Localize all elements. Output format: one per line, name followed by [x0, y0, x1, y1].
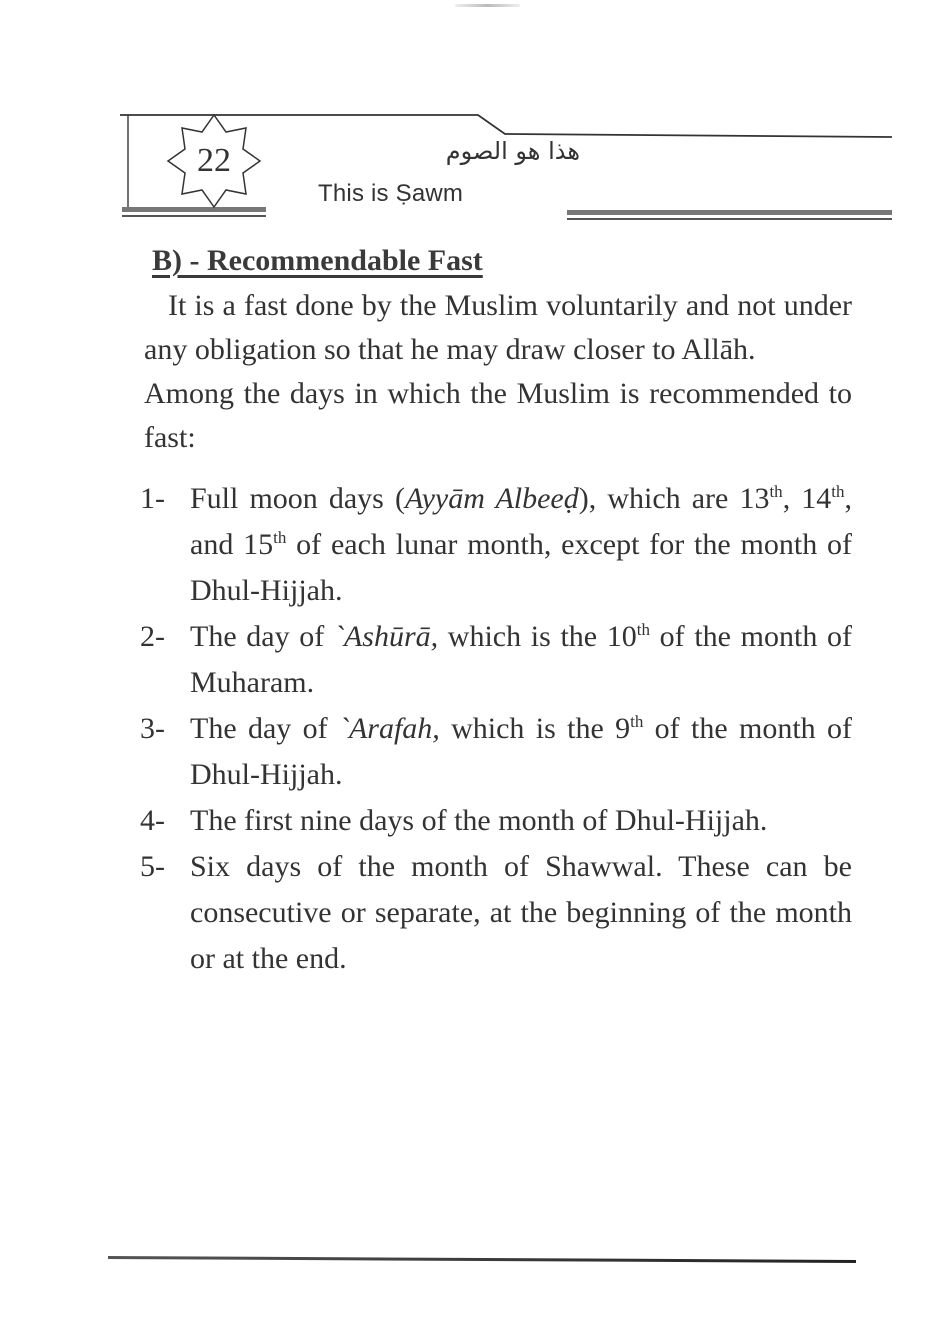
item-number: 3-	[140, 712, 165, 745]
arabic-title: هذا هو الصوم	[445, 137, 580, 165]
list-item	[140, 844, 852, 982]
list-intro: Among the days in which the Muslim is recommended to fast:	[144, 377, 852, 454]
ordinal-suffix: th	[769, 482, 783, 501]
page-content	[140, 244, 853, 982]
list-item	[140, 614, 852, 706]
item-term: `Ashūrā,	[333, 620, 439, 653]
item-term: Ayyām Albeeḍ	[404, 482, 579, 515]
item-text: The day of	[190, 712, 339, 745]
ordinal-suffix: th	[831, 482, 845, 501]
ordinal-suffix: th	[636, 620, 651, 639]
item-text: The day of	[190, 620, 334, 653]
section-heading: B) - Recommendable Fast	[152, 244, 483, 277]
intro-paragraph: It is a fast done by the Muslim voluntarily and not under any obligation so that he may draw closer to Allāh.	[144, 289, 852, 366]
page-header	[0, 0, 936, 240]
item-text: , 14	[782, 482, 832, 515]
item-number: 1-	[140, 482, 165, 515]
item-term: `Arafah,	[338, 712, 440, 745]
item-number: 4-	[140, 804, 165, 837]
header-frame	[0, 0, 936, 240]
ordinal-suffix: th	[630, 712, 644, 731]
english-subtitle: This is Ṣawm	[318, 180, 464, 207]
item-text: of each lunar month, except for the month of Dhul-Hijjah.	[190, 528, 852, 607]
item-text: Six days of the month of Shawwal. These can be consecutive or separate, at the beginning of the month or at the end.	[190, 850, 852, 975]
item-text: which is the 10	[438, 620, 637, 653]
item-text: ), which are 13	[578, 482, 770, 515]
recommended-days-list	[140, 476, 853, 982]
header-bottom-right-rule	[567, 210, 892, 215]
item-text: Full moon days (	[190, 482, 405, 515]
list-item	[140, 798, 852, 844]
item-text: The first nine days of the month of Dhul-Hijjah.	[190, 804, 768, 837]
item-number: 5-	[140, 850, 165, 883]
list-item	[140, 476, 853, 614]
item-number: 2-	[140, 620, 165, 653]
item-text: of the month of Dhul-Hijjah.	[190, 712, 852, 791]
ordinal-suffix: th	[273, 528, 287, 547]
list-item	[140, 706, 852, 798]
footer-rule	[108, 1256, 856, 1263]
item-text: which is the 9	[439, 712, 631, 745]
item-text: of the month of Muharam.	[190, 620, 852, 699]
page-number: 22	[197, 142, 231, 179]
header-bottom-left-rule	[122, 207, 266, 212]
item-text: , and 15	[190, 482, 853, 561]
